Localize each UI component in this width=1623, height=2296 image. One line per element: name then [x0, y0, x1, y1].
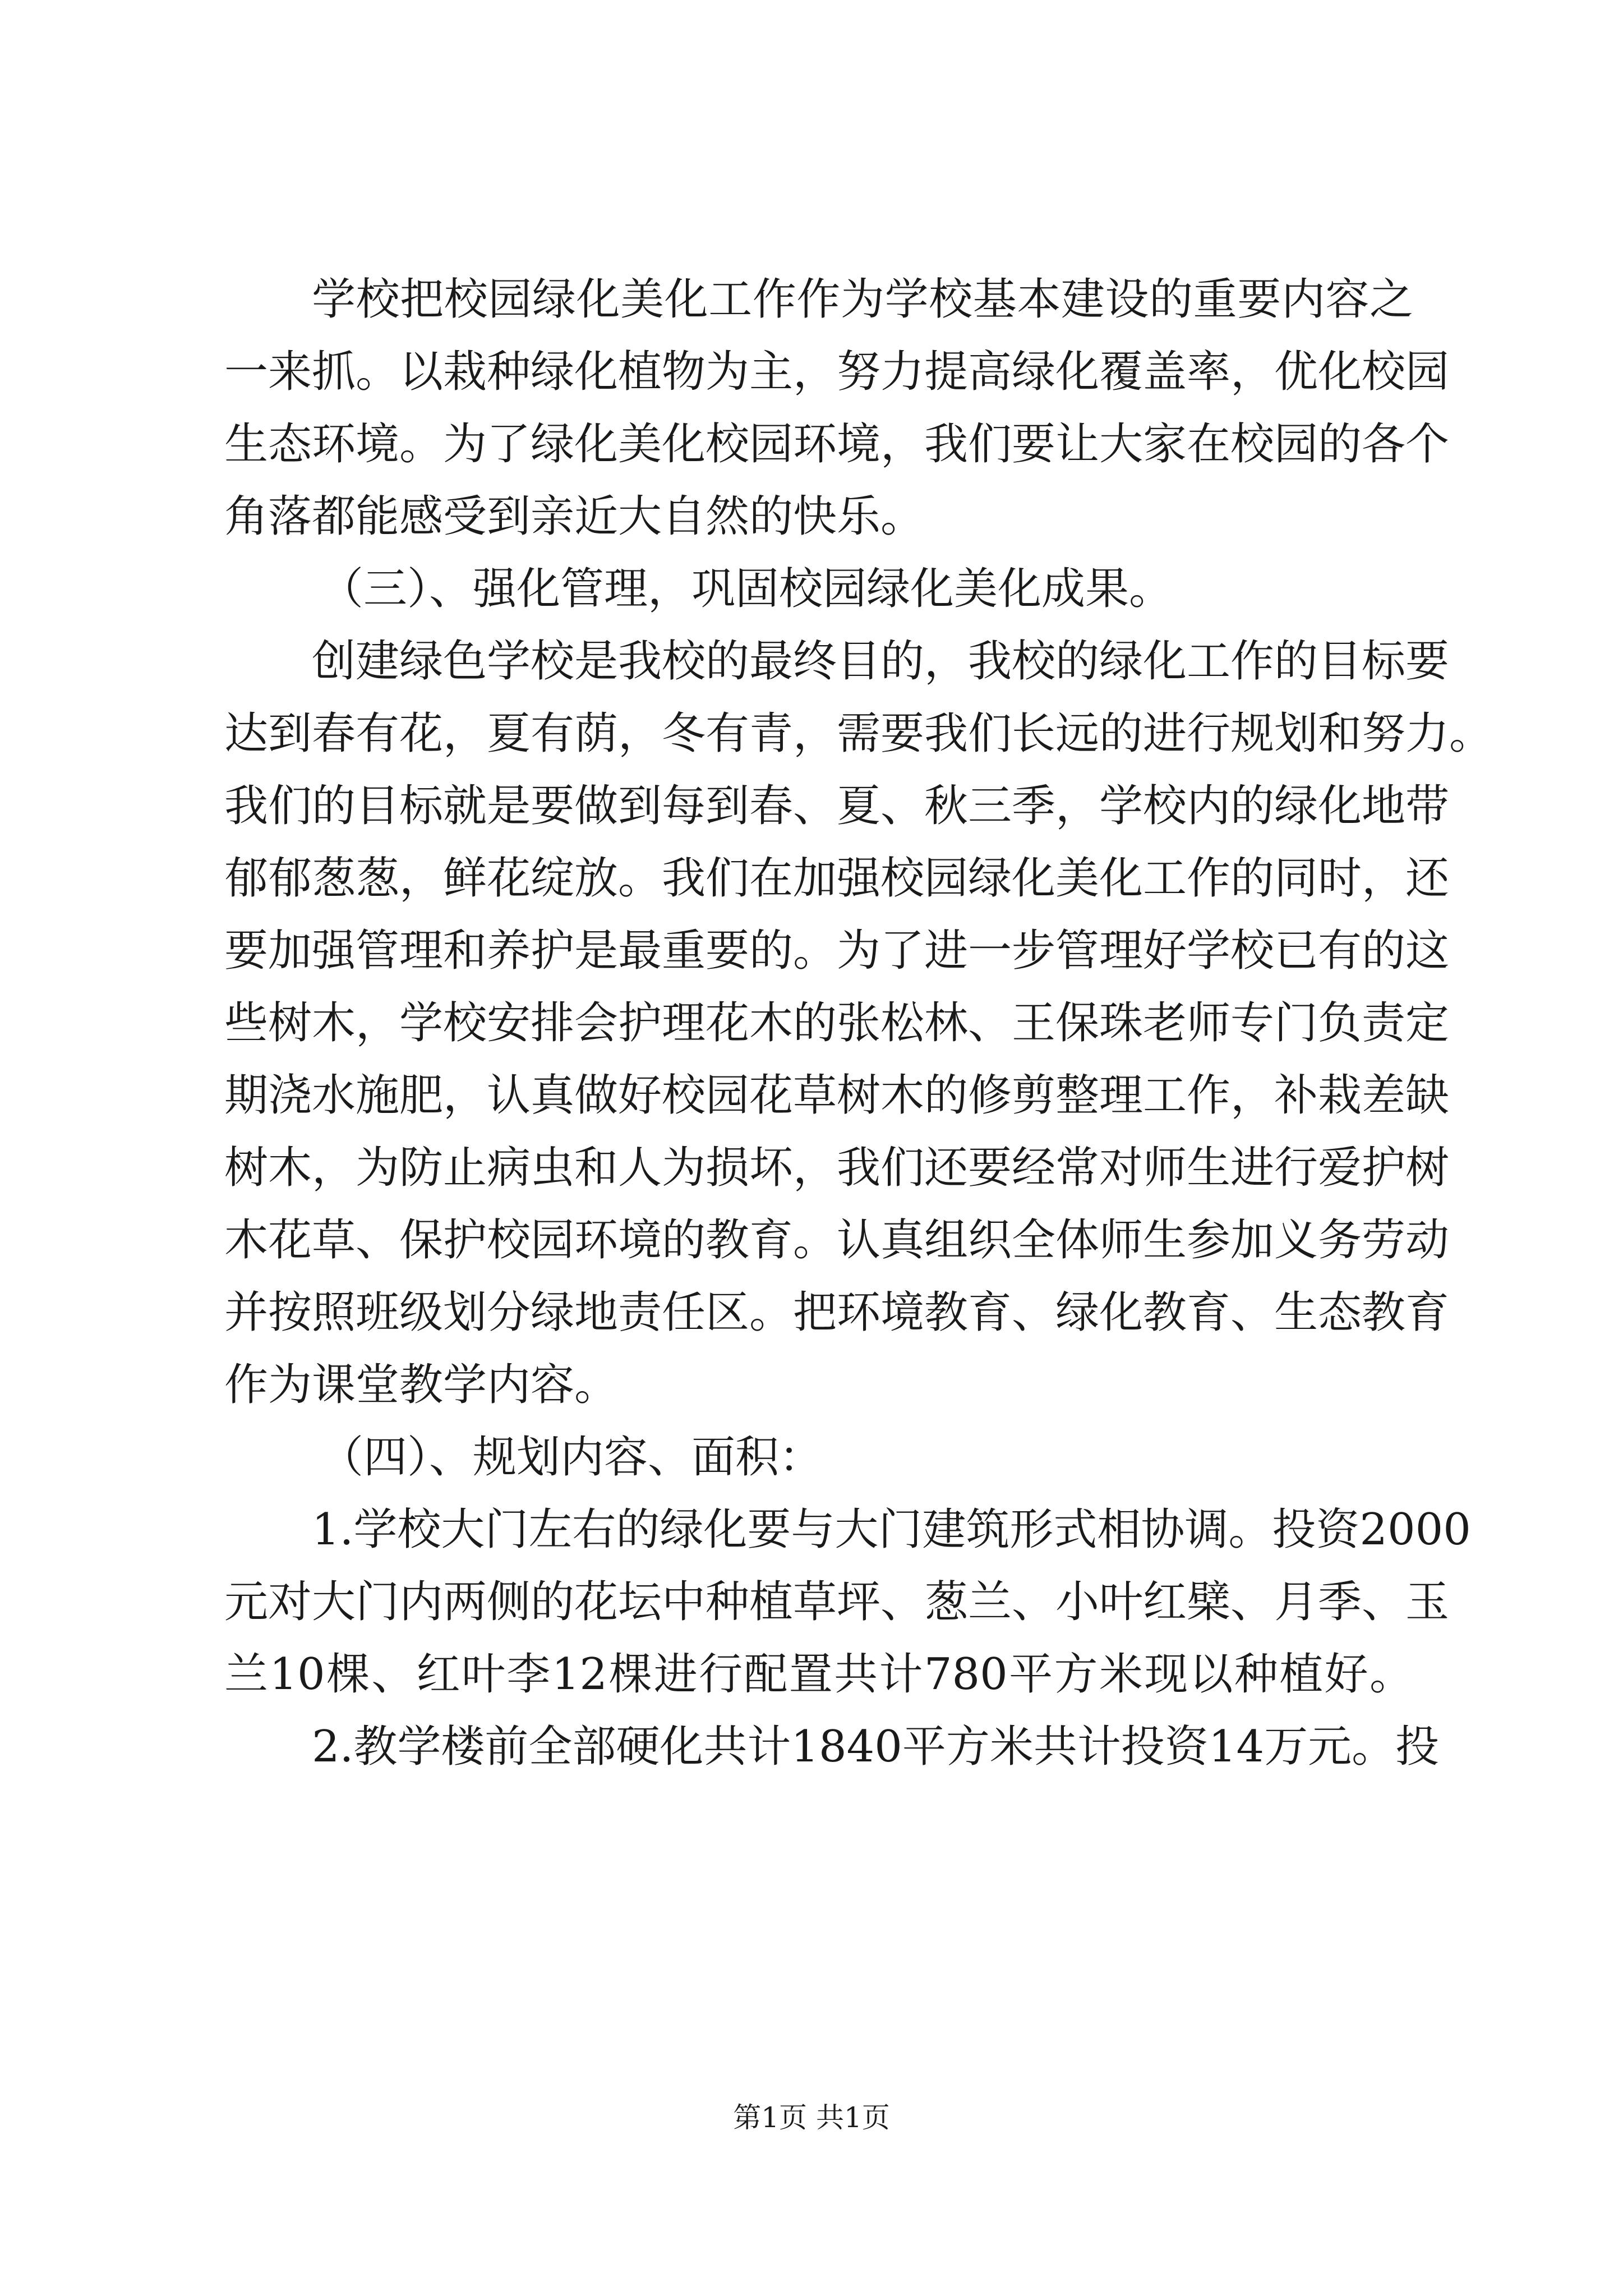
page-number-label: 第1页 共1页 [733, 2101, 890, 2134]
section-heading: （四）、规划内容、面积： [320, 1432, 823, 1483]
paragraph-line: 郁郁葱葱，鲜花绽放。我们在加强校园绿化美化工作的同时，还 [224, 853, 1450, 904]
paragraph-line: 些树木，学校安排会护理花木的张松林、王保珠老师专门负责定 [224, 998, 1450, 1048]
paragraph-line: 学校把校园绿化美化工作作为学校基本建设的重要内容之 [312, 274, 1413, 325]
paragraph-line: 生态环境。为了绿化美化校园环境，我们要让大家在校园的各个 [224, 419, 1450, 470]
paragraph-line: 元对大门内两侧的花坛中种植草坪、葱兰、小叶红檗、月季、玉 [224, 1577, 1450, 1627]
paragraph-line: 并按照班级划分绿地责任区。把环境教育、绿化教育、生态教育 [224, 1287, 1450, 1338]
paragraph-line: 角落都能感受到亲近大自然的快乐。 [224, 491, 925, 542]
paragraph-line: 达到春有花，夏有荫，冬有青，需要我们长远的进行规划和努力。 [224, 708, 1493, 759]
paragraph-line: 1.学校大门左右的绿化要与大门建筑形式相协调。投资2000 [312, 1504, 1471, 1555]
paragraph-line: 兰10棵、红叶李12棵进行配置共计780平方米现以种植好。 [224, 1649, 1413, 1700]
paragraph-line: 树木，为防止病虫和人为损坏，我们还要经常对师生进行爱护树 [224, 1143, 1450, 1193]
paragraph-line: 期浇水施肥，认真做好校园花草树木的修剪整理工作，补栽差缺 [224, 1070, 1450, 1121]
paragraph-line: 2.教学楼前全部硬化共计1840平方米共计投资14万元。投 [312, 1722, 1440, 1772]
paragraph-line: 我们的目标就是要做到每到春、夏、秋三季，学校内的绿化地带 [224, 781, 1450, 831]
section-heading: （三）、强化管理，巩固校园绿化美化成果。 [320, 564, 1173, 614]
paragraph-line: 作为课堂教学内容。 [224, 1360, 619, 1410]
document-body [224, 264, 1493, 1783]
paragraph-line: 要加强管理和养护是最重要的。为了进一步管理好学校已有的这 [224, 926, 1450, 976]
page-footer [0, 2101, 1623, 2134]
paragraph-line: 一来抓。以栽种绿化植物为主，努力提高绿化覆盖率，优化校园 [224, 347, 1450, 397]
paragraph-line: 木花草、保护校园环境的教育。认真组织全体师生参加义务劳动 [224, 1215, 1450, 1266]
paragraph-line: 创建绿色学校是我校的最终目的，我校的绿化工作的目标要 [312, 636, 1450, 687]
